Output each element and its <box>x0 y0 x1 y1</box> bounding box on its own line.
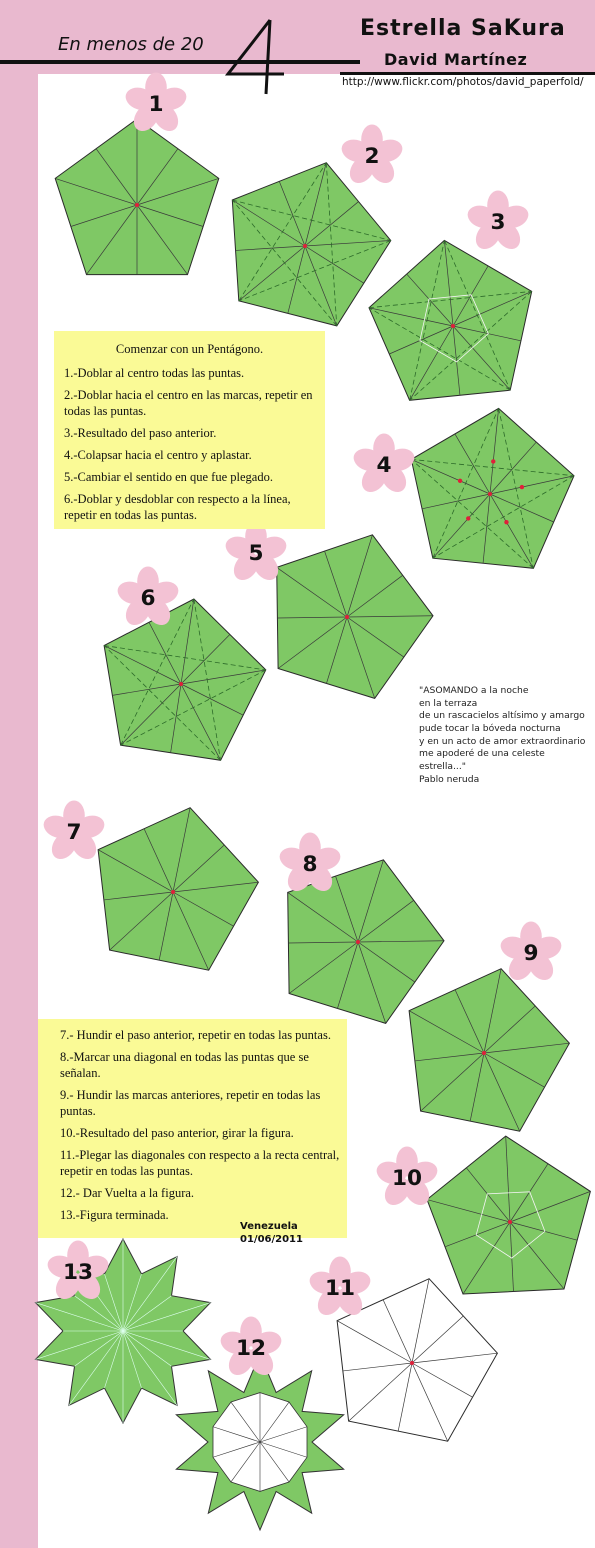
instruction-step: 1.-Doblar al centro todas las puntas. <box>64 366 245 380</box>
pentagon-paper <box>232 163 390 326</box>
step-number: 2 <box>364 144 380 170</box>
step-number: 12 <box>235 1336 267 1362</box>
reference-mark <box>520 485 524 489</box>
step-number: 1 <box>148 92 164 118</box>
quote-line: me apoderé de una celeste <box>419 748 545 760</box>
instructions-heading: Comenzar con un Pentágono. <box>115 342 264 356</box>
step-number: 6 <box>140 586 156 612</box>
instruction-step: 12.- Dar Vuelta a la figura. <box>60 1186 195 1200</box>
instruction-step: 5.-Cambiar el sentido en que fue plegado. <box>64 470 273 484</box>
step-number: 9 <box>523 941 539 967</box>
step-number: 13 <box>62 1260 94 1286</box>
instruction-step: 2.-Doblar hacia el centro en las marcas, repetir en todas las puntas. <box>64 388 313 418</box>
pentagon-paper <box>409 969 569 1131</box>
pentagon-paper <box>411 408 574 568</box>
quote-line: y en un acto de amor extraordinario <box>419 735 586 747</box>
pentagon-paper <box>98 808 258 971</box>
header-subtitle: En menos de 20 <box>58 34 204 55</box>
center-mark <box>508 1220 512 1224</box>
instruction-step: 10.-Resultado del paso anterior, girar la figura. <box>60 1126 294 1140</box>
step-number: 4 <box>376 453 392 479</box>
header-author: David Martínez <box>384 50 528 69</box>
center-mark <box>345 615 349 619</box>
instruction-step: 13.-Figura terminada. <box>60 1208 169 1222</box>
quote-line: "ASOMANDO a la noche <box>419 685 529 696</box>
center-mark <box>488 492 492 496</box>
center-mark <box>482 1051 486 1055</box>
center-mark <box>356 940 360 944</box>
neruda-quote <box>419 685 585 787</box>
instructions-box-2 <box>38 1019 347 1245</box>
step-number: 5 <box>248 541 264 567</box>
center-mark <box>171 890 175 894</box>
reference-mark <box>458 479 462 483</box>
instruction-step: 6.-Doblar y desdoblar con respecto a la línea, repetir en todas las puntas. <box>64 492 291 522</box>
date-stamp: Venezuela 01/06/2011 <box>240 1221 303 1245</box>
center-mark <box>179 682 183 686</box>
reference-mark <box>504 520 508 524</box>
center-mark <box>451 324 455 328</box>
header-title: Estrella SaKura <box>360 16 566 41</box>
instruction-step: 9.- Hundir las marcas anteriores, repetir en todas las puntas. <box>60 1088 321 1118</box>
step-number: 8 <box>302 852 318 878</box>
header-url: http://www.flickr.com/photos/david_paperfold/ <box>342 76 584 88</box>
instruction-step: 8.-Marcar una diagonal en todas las puntas que se señalan. <box>60 1050 309 1080</box>
reference-mark <box>466 516 470 520</box>
quote-line: estrella..." <box>419 761 466 773</box>
instruction-step: 4.-Colapsar hacia el centro y aplastar. <box>64 448 252 462</box>
pentagon-paper <box>427 1136 590 1294</box>
step-number: 7 <box>66 820 82 846</box>
instruction-step: 11.-Plegar las diagonales con respecto a la recta central, repetir en todas las puntas. <box>60 1148 340 1178</box>
instruction-step: 7.- Hundir el paso anterior, repetir en todas las puntas. <box>60 1028 331 1042</box>
quote-line: en la terraza <box>419 697 478 709</box>
instruction-step: 3.-Resultado del paso anterior. <box>64 426 217 440</box>
instructions-box-1 <box>54 331 325 529</box>
quote-author: Pablo neruda <box>419 773 480 785</box>
center-mark <box>303 244 307 248</box>
step-number: 10 <box>391 1166 423 1192</box>
quote-line: pude tocar la bóveda nocturna <box>419 723 561 735</box>
step-number: 11 <box>324 1276 356 1302</box>
step-number: 3 <box>490 210 506 236</box>
quote-line: de un rascacielos altísimo y amargo <box>419 710 585 722</box>
center-mark <box>410 1361 414 1365</box>
center-mark <box>135 203 139 207</box>
pentagon-paper <box>369 240 532 400</box>
reference-mark <box>491 459 495 463</box>
